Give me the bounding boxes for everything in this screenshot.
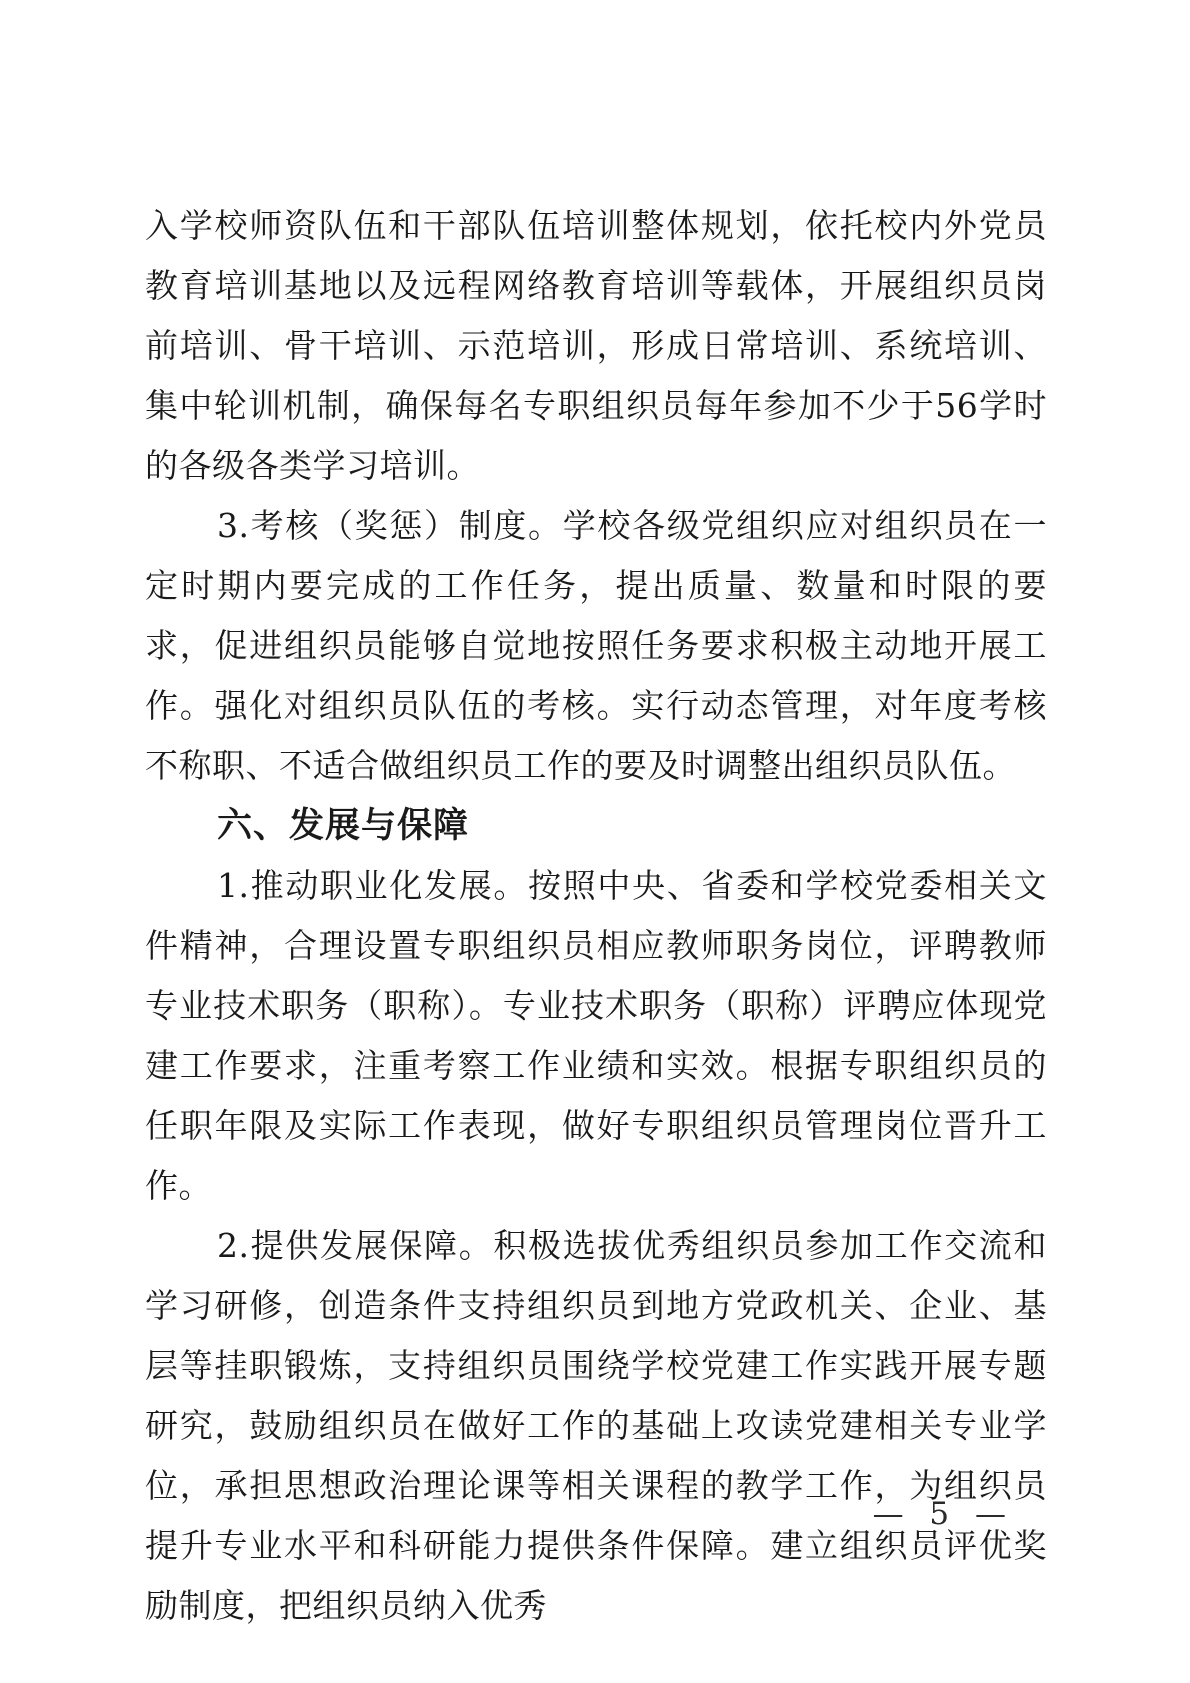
section-heading-development-and-support: 六、发展与保障	[217, 806, 470, 846]
paragraph-item-3-assessment-system: 3.考核（奖惩）制度。学校各级党组织应对组织员在一定时期内要完成的工作任务，提出质量、数量和时限的要求，促进组织员能够自觉地按照任务要求积极主动地开展工作。强化对组织员队伍的考核。实行动态管理，对年度考核不称职、不适合做组织员工作的要及时调整出组织员队伍。	[145, 506, 1047, 785]
paragraph-item-1-professional-development: 1.推动职业化发展。按照中央、省委和学校党委相关文件精神，合理设置专职组织员相应教师职务岗位，评聘教师专业技术职务（职称）。专业技术职务（职称）评聘应体现党建工作要求，注重考察工作业绩和实效。根据专职组织员的任职年限及实际工作表现，做好专职组织员管理岗位晋升工作。	[145, 866, 1047, 1205]
paragraph-training-continuation: 入学校师资队伍和干部队伍培训整体规划，依托校内外党员教育培训基地以及远程网络教育培训等载体，开展组织员岗前培训、骨干培训、示范培训，形成日常培训、系统培训、集中轮训机制，确保每名专职组织员每年参加不少于56学时的各级各类学习培训。	[145, 206, 1047, 485]
paragraph-item-2-development-guarantee: 2.提供发展保障。积极选拔优秀组织员参加工作交流和学习研修，创造条件支持组织员到地方党政机关、企业、基层等挂职锻炼，支持组织员围绕学校党建工作实践开展专题研究，鼓励组织员在做好工作的基础上攻读党建相关专业学位，承担思想政治理论课等相关课程的教学工作，为组织员提升专业水平和科研能力提供条件保障。建立组织员评优奖励制度，把组织员纳入优秀	[145, 1226, 1047, 1625]
page-number: — 5 —	[872, 1496, 1014, 1532]
document-body	[145, 196, 1047, 1636]
